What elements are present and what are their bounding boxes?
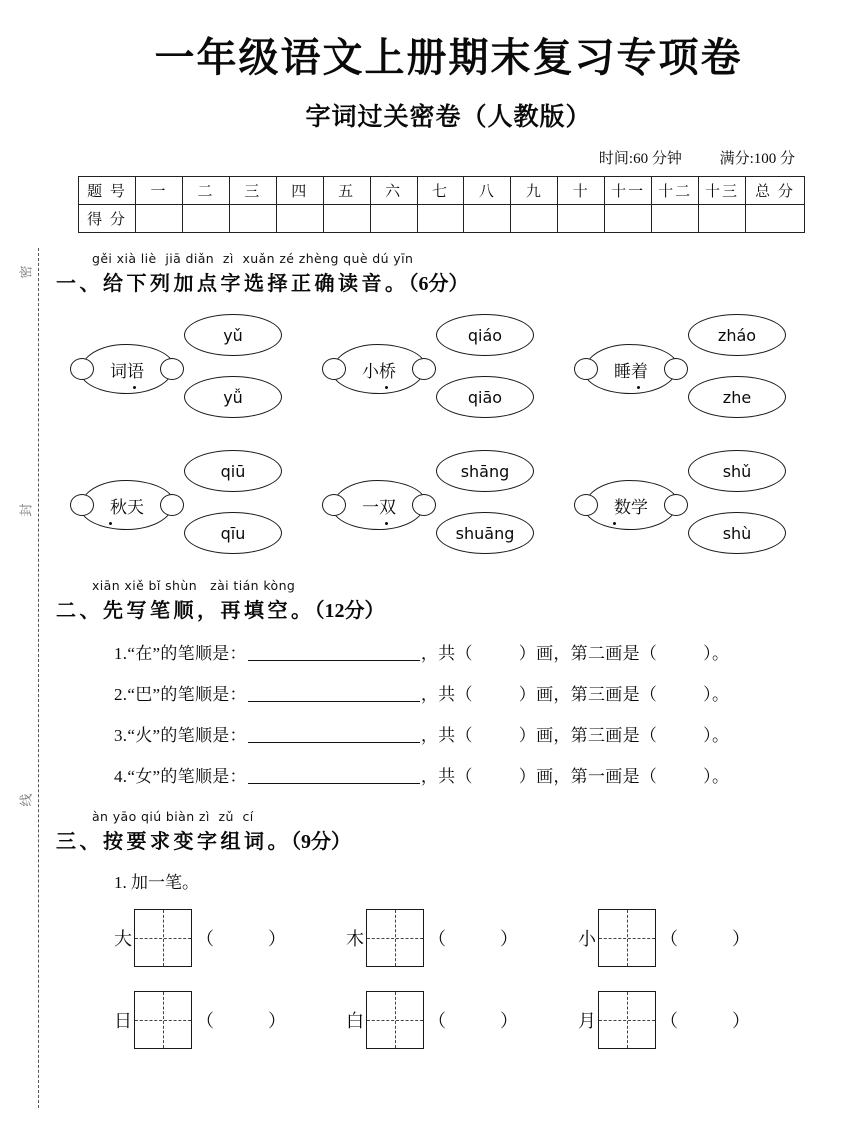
pinyin-option-1a[interactable]: yǔ <box>184 314 282 356</box>
pinyin-choice-row-1 <box>56 314 841 422</box>
score-table-wrapper <box>78 176 805 233</box>
exam-meta <box>56 147 795 168</box>
stroke-item-1-end: ）。 <box>703 644 730 663</box>
pinyin-option-1b[interactable]: yǚ <box>184 376 282 418</box>
stroke-item-2-mid2: ）画，第三画是（ <box>518 685 658 704</box>
section-three-title <box>56 825 841 854</box>
answer-paren-open: （ <box>196 1011 214 1031</box>
pinyin-choice-item-1 <box>66 314 318 422</box>
answer-paren-close: ） <box>732 929 750 949</box>
pinyin-choice-item-2 <box>318 314 570 422</box>
pinyin-choice-item-3 <box>570 314 822 422</box>
emphasis-dot <box>133 386 136 389</box>
section-three-pinyin: àn yāo qiú biàn zì zǔ cí <box>92 809 254 824</box>
char-grid-row-1 <box>56 909 841 967</box>
emphasis-dot <box>613 522 616 525</box>
char-grid-item-6 <box>578 991 810 1049</box>
score-col-10: 十 <box>558 177 605 205</box>
sealing-dashed-line <box>38 248 39 1108</box>
score-col-2: 二 <box>182 177 229 205</box>
word-cloud-4 <box>80 480 174 530</box>
answer-paren-open: （ <box>428 1011 446 1031</box>
stroke-item-3-num: 3. <box>114 726 128 745</box>
word-cloud-2 <box>332 344 426 394</box>
score-cell-4[interactable] <box>276 205 323 233</box>
char-grid-item-5 <box>346 991 578 1049</box>
section-three-sub-label: 1. 加一笔。 <box>114 873 199 892</box>
score-table-header-row <box>79 177 805 205</box>
char-grid-item-4 <box>114 991 346 1049</box>
emphasis-dot <box>385 522 388 525</box>
section-one-points: （6分） <box>408 273 469 295</box>
char-grid-row-2 <box>56 991 841 1049</box>
section-two-title-text: 二、先写笔顺，再填空。 <box>56 600 315 622</box>
score-cell-11[interactable] <box>605 205 652 233</box>
stroke-order-item-3 <box>114 721 841 746</box>
seal-char-3: 线 <box>18 792 34 807</box>
score-col-13: 十三 <box>699 177 746 205</box>
section-one-pinyin: gěi xià liè jiā diǎn zì xuǎn zé zhèng què dú yīn <box>92 251 414 266</box>
section-one-title-text: 一、给下列加点字选择正确读音。 <box>56 273 409 295</box>
score-col-11: 十一 <box>605 177 652 205</box>
score-cell-5[interactable] <box>323 205 370 233</box>
score-col-total: 总 分 <box>746 177 805 205</box>
sealing-margin <box>0 0 56 1122</box>
time-limit-label: 时间:60 分钟 <box>598 151 682 167</box>
tianzige-box[interactable] <box>366 991 424 1049</box>
score-cell-1[interactable] <box>136 205 183 233</box>
score-cell-9[interactable] <box>511 205 558 233</box>
pinyin-option-5a[interactable]: shāng <box>436 450 534 492</box>
pinyin-option-2b[interactable]: qiāo <box>436 376 534 418</box>
pinyin-option-3a[interactable]: zháo <box>688 314 786 356</box>
score-cell-10[interactable] <box>558 205 605 233</box>
page-title: 一年级语文上册期末复习专项卷 <box>154 35 743 80</box>
pinyin-option-6b[interactable]: shù <box>688 512 786 554</box>
char-grid-item-4-char: 日 <box>114 1011 132 1031</box>
section-three-points: （9分） <box>291 831 351 853</box>
tianzige-box[interactable] <box>598 991 656 1049</box>
pinyin-option-3b[interactable]: zhe <box>688 376 786 418</box>
word-cloud-3-text: 睡着 <box>612 357 650 382</box>
stroke-item-1-mid: ，共（ <box>420 644 473 663</box>
score-col-3: 三 <box>229 177 276 205</box>
word-cloud-1 <box>80 344 174 394</box>
char-grid-item-3-char: 小 <box>578 929 596 949</box>
score-table-row-label-score: 得 分 <box>79 205 136 233</box>
char-grid-item-2 <box>346 909 578 967</box>
pinyin-choice-row-2 <box>56 450 841 558</box>
char-grid-item-6-char: 月 <box>578 1011 596 1031</box>
char-grid-item-3 <box>578 909 810 967</box>
score-table-value-row <box>79 205 805 233</box>
score-cell-2[interactable] <box>182 205 229 233</box>
stroke-item-3-prefix: “火”的笔顺是： <box>127 726 247 745</box>
section-two-title <box>56 594 841 623</box>
pinyin-option-6a[interactable]: shǔ <box>688 450 786 492</box>
page-subtitle: 字词过关密卷（人教版） <box>305 104 592 131</box>
score-cell-13[interactable] <box>699 205 746 233</box>
score-col-8: 八 <box>464 177 511 205</box>
score-cell-7[interactable] <box>417 205 464 233</box>
pinyin-choice-item-6 <box>570 450 822 558</box>
pinyin-option-4b[interactable]: qīu <box>184 512 282 554</box>
stroke-item-2-answer-line[interactable] <box>248 684 420 702</box>
score-col-1: 一 <box>136 177 183 205</box>
tianzige-box[interactable] <box>134 909 192 967</box>
score-table <box>78 176 805 233</box>
score-col-7: 七 <box>417 177 464 205</box>
score-cell-3[interactable] <box>229 205 276 233</box>
pinyin-choice-item-5 <box>318 450 570 558</box>
score-col-4: 四 <box>276 177 323 205</box>
pinyin-option-5b[interactable]: shuāng <box>436 512 534 554</box>
emphasis-dot <box>637 386 640 389</box>
answer-paren-open: （ <box>196 929 214 949</box>
word-cloud-6-text: 数学 <box>612 493 650 518</box>
stroke-item-4-answer-line[interactable] <box>248 766 420 784</box>
section-three <box>56 809 841 1049</box>
answer-paren-open: （ <box>660 1011 678 1031</box>
stroke-item-2-mid: ，共（ <box>420 685 473 704</box>
score-col-6: 六 <box>370 177 417 205</box>
pinyin-option-2a[interactable]: qiáo <box>436 314 534 356</box>
emphasis-dot <box>385 386 388 389</box>
section-one-title <box>56 267 841 296</box>
exam-sheet <box>56 0 841 1122</box>
word-cloud-6 <box>584 480 678 530</box>
stroke-item-1-prefix: “在”的笔顺是： <box>127 644 247 663</box>
stroke-item-2-num: 2. <box>114 685 128 704</box>
stroke-item-3-answer-line[interactable] <box>248 725 420 743</box>
stroke-item-4-end: ）。 <box>703 767 730 786</box>
stroke-item-3-end: ）。 <box>703 726 730 745</box>
word-cloud-2-text: 小桥 <box>360 357 398 382</box>
stroke-item-2-prefix: “巴”的笔顺是： <box>127 685 247 704</box>
score-table-row-label-number: 题 号 <box>79 177 136 205</box>
score-col-9: 九 <box>511 177 558 205</box>
word-cloud-1-text: 词语 <box>108 357 146 382</box>
score-cell-6[interactable] <box>370 205 417 233</box>
section-two-points: （12分） <box>314 600 385 622</box>
answer-paren-close: ） <box>268 1011 286 1031</box>
score-cell-8[interactable] <box>464 205 511 233</box>
pinyin-option-4a[interactable]: qiū <box>184 450 282 492</box>
char-grid-item-1-char: 大 <box>114 929 132 949</box>
word-cloud-3 <box>584 344 678 394</box>
score-col-5: 五 <box>323 177 370 205</box>
answer-paren-open: （ <box>660 929 678 949</box>
answer-paren-close: ） <box>268 929 286 949</box>
tianzige-box[interactable] <box>134 991 192 1049</box>
section-one <box>56 251 841 558</box>
section-two <box>56 578 841 787</box>
section-three-title-text: 三、按要求变字组词。 <box>56 831 291 853</box>
answer-paren-close: ） <box>500 1011 518 1031</box>
answer-paren-close: ） <box>500 929 518 949</box>
stroke-item-4-mid: ，共（ <box>420 767 473 786</box>
tianzige-box[interactable] <box>366 909 424 967</box>
stroke-item-4-num: 4. <box>114 767 128 786</box>
pinyin-choice-item-4 <box>66 450 318 558</box>
emphasis-dot <box>109 522 112 525</box>
stroke-order-item-2 <box>114 680 841 705</box>
score-cell-total[interactable] <box>746 205 805 233</box>
word-cloud-5-text: 一双 <box>360 493 398 518</box>
tianzige-box[interactable] <box>598 909 656 967</box>
score-col-12: 十二 <box>652 177 699 205</box>
answer-paren-close: ） <box>732 1011 750 1031</box>
seal-char-1: 密 <box>18 264 34 279</box>
stroke-order-item-4 <box>114 762 841 787</box>
char-grid-item-1 <box>114 909 346 967</box>
stroke-item-3-mid: ，共（ <box>420 726 473 745</box>
word-cloud-5 <box>332 480 426 530</box>
stroke-item-1-num: 1. <box>114 644 128 663</box>
seal-char-2: 封 <box>18 502 34 517</box>
stroke-order-item-1 <box>114 639 841 664</box>
stroke-item-1-mid2: ）画，第二画是（ <box>518 644 658 663</box>
score-cell-12[interactable] <box>652 205 699 233</box>
stroke-item-4-prefix: “女”的笔顺是： <box>127 767 247 786</box>
total-score-label: 满分:100 分 <box>719 151 795 167</box>
answer-paren-open: （ <box>428 929 446 949</box>
stroke-item-4-mid2: ）画，第一画是（ <box>518 767 658 786</box>
char-grid-item-5-char: 白 <box>346 1011 364 1031</box>
word-cloud-4-text: 秋天 <box>108 493 146 518</box>
stroke-item-1-answer-line[interactable] <box>248 643 420 661</box>
stroke-item-3-mid2: ）画，第三画是（ <box>518 726 658 745</box>
section-two-pinyin: xiān xiě bǐ shùn zài tián kòng <box>92 578 296 593</box>
stroke-item-2-end: ）。 <box>703 685 730 704</box>
char-grid-item-2-char: 木 <box>346 929 364 949</box>
